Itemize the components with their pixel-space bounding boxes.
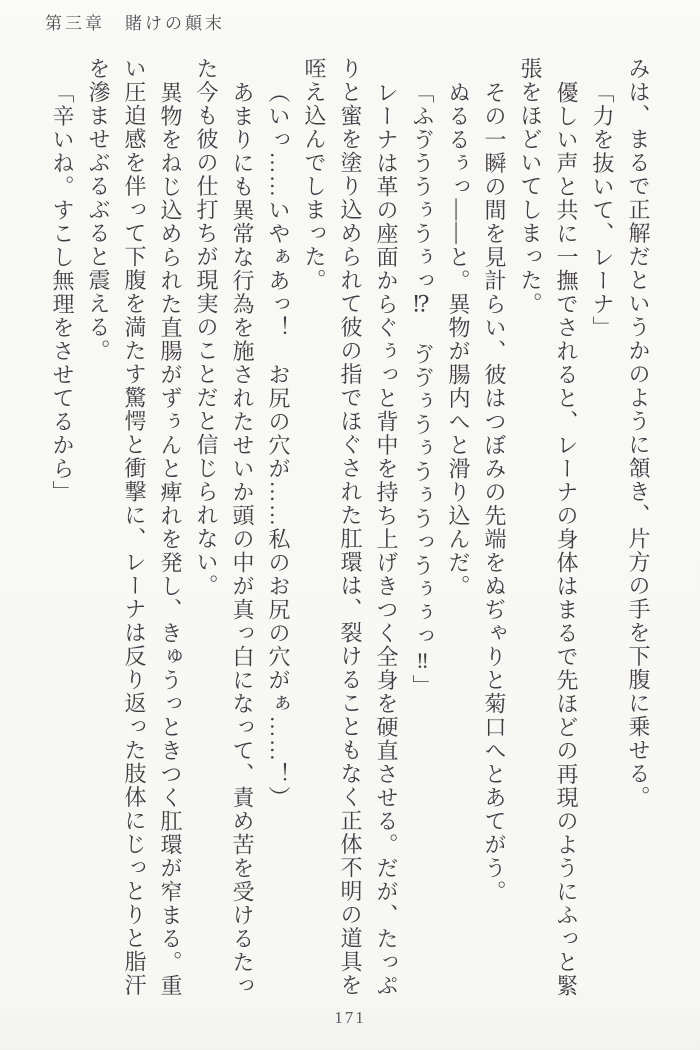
body-text	[44, 57, 656, 1007]
page-number: 171	[334, 1008, 366, 1027]
text-column: あまりにも異常な行為を施されたせいか頭の中が真っ白になって、責め苦を受けるたっ	[230, 80, 255, 997]
text-column: みは、まるで正解だというかのように頷き、片方の手を下腹に乗せる。	[626, 57, 651, 809]
text-column: ぬるるぅっ――と。異物が腸内へと滑り込んだ。	[446, 80, 471, 598]
text-column: 「力を抜いて、レーナ」	[590, 80, 615, 339]
chapter-header: 第三章 賭けの顛末	[45, 14, 225, 33]
text-column: 異物をねじ込められた直腸がずぅんと痺れを発し、きゅうっときつく肛環が窄まる。重	[158, 80, 183, 997]
text-column: りと蜜を塗り込められて彼の指でほぐされた肛環は、裂けることもなく正体不明の道具を	[338, 57, 363, 997]
text-column: 咥え込んでしまった。	[302, 57, 327, 292]
text-column: その一瞬の間を見計らい、彼はつぼみの先端をぬぢゃりと菊口へとあてがう。	[482, 80, 507, 903]
text-column: レーナは革の座面からぐぅっと背中を持ち上げきつく全身を硬直させる。だが、たっぷ	[374, 80, 399, 997]
text-column: い圧迫感を伴って下腹を満たす驚愕と衝撃に、レーナは反り返った肢体にじっとりと脂汗	[122, 57, 147, 997]
text-column: を滲ませぶるぶると震える。	[86, 57, 111, 363]
text-column: 「ふゔううぅうぅっ⁉ ゔゔぅうぅうぅうっうぅぅっ‼」	[410, 80, 435, 698]
text-column: 「辛いね。すこし無理をさせてるから」	[50, 80, 75, 504]
text-column: （いっ……いやぁあっ！ お尻の穴が……私のお尻の穴がぁ……！）	[266, 80, 291, 809]
text-column: 優しい声と共に一撫でされると、レーナの身体はまるで先ほどの再現のようにふっと緊	[554, 80, 579, 997]
text-column: 張をほどいてしまった。	[518, 57, 543, 316]
text-column: た今も彼の仕打ちが現実のことだと信じられない。	[194, 57, 219, 598]
